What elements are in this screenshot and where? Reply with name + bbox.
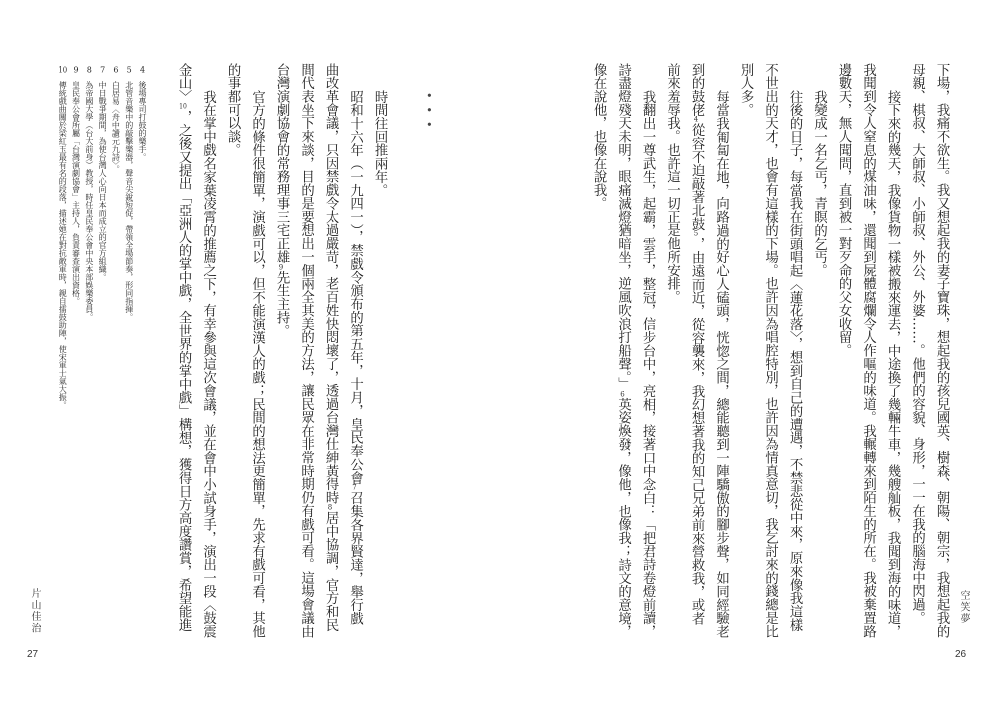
footnotes (56, 66, 149, 486)
text-column (220, 63, 245, 643)
text-run: 居中協調，官方和民 (323, 511, 338, 632)
footnote (109, 66, 122, 486)
footnote-ref: 7 (352, 484, 357, 492)
text-run: 母親、棋叔、大師叔、小師叔、外公、外婆……。他們的容貌、身形，一一在我的腦海中閃過。 (909, 63, 925, 625)
text-column (757, 63, 782, 643)
text-run: 邊數天，無人聞問，直到被一對歹命的父女收留。 (836, 63, 851, 358)
footnote-ref: 6 (620, 390, 625, 398)
text-column (367, 63, 392, 643)
text-run: 召集各界賢達，舉行戲 (347, 491, 363, 625)
footnote-text: 中日戰爭期間，為使台灣人心向日本而成立的官方組織。 (98, 81, 108, 282)
footnote (136, 66, 149, 486)
text-run: 先生主持。 (274, 270, 289, 338)
footnote-ref: 4 (693, 116, 699, 124)
footnote-ref: 10 (179, 103, 187, 111)
text-run: 前來羞辱我。也許這一切正是他所安排。 (664, 63, 680, 304)
text-column (782, 63, 807, 643)
text-run: 從容不迫敲著北鼓 (689, 123, 704, 231)
text-run: 台灣演劇協會的常務理事三宅正雄 (274, 63, 289, 264)
page-number-right: 26 (955, 649, 967, 660)
text-column (318, 63, 343, 643)
running-head-book-title: 空笑夢 (958, 590, 969, 625)
text-column (171, 63, 196, 643)
text-column (684, 63, 709, 643)
section-break-dots: ••• (422, 91, 435, 136)
text-run: 英姿煥發，像他，也像我；詩文的意境， (615, 397, 631, 639)
text-run: 接下來的幾天，我像貨物一樣被搬來運去，中途換了幾輛牛車，幾艘舢板，我聞到海的味道， (885, 89, 900, 638)
text-column (269, 63, 294, 643)
text-column (659, 63, 684, 643)
text-run: 詩盡燈殘天未明，眼痛滅燈猶暗坐，逆風吹浪打船聲。」 (615, 63, 631, 391)
text-run: 不世出的天才，也會有這樣的下場。也許因為唱腔特別，也許因為情真意切，我乞討來的錢總是比 (762, 63, 778, 638)
footnote (69, 66, 82, 486)
right-page-body (586, 63, 954, 643)
footnote (122, 66, 135, 486)
footnote-text: 北管音樂中的敲擊樂器，聲音尖銳短促，帶領全場節奏，形同指揮。 (124, 81, 134, 322)
text-column (586, 63, 611, 643)
text-column (880, 63, 905, 643)
footnote-number: 4 (139, 66, 146, 74)
text-run: 曲改革會議，只因禁戲令太過嚴苛，老百姓快悶壞了，透過台灣仕紳黃得時 (323, 63, 338, 505)
text-column (929, 63, 954, 643)
text-run: 別人多。 (738, 63, 753, 117)
text-run: 每當我匍匐在地，向路過的好心人磕頭，恍惚之間，總能聽到一陣驕傲的腳步聲，如同經驗老 (713, 89, 729, 638)
footnote-number: 8 (86, 66, 92, 74)
footnote-text: 後場專司打鼓的樂手。 (138, 81, 147, 162)
text-column (293, 63, 318, 643)
text-run: 我聞到令人窒息的煤油味，還聞到屍體腐爛令人作嘔的味道。我輾轉來到陌生的所在。我被棄置路 (860, 63, 876, 638)
text-column (855, 63, 880, 643)
text-run: 到的鼓佬 (689, 63, 704, 117)
page-number-left: 27 (27, 649, 39, 660)
text-run: ，之後又提出「亞洲人的掌中戲，全世界的掌中戲」構想，獲得日方高度讚賞，希望能進 (176, 110, 191, 632)
text-run: 下場，我痛不欲生。我又想起我的妻子寶珠，想起我的孩兒國英、樹森、朝陽、朝宗，我想起我的 (934, 63, 949, 638)
footnote-number: 7 (100, 66, 106, 74)
text-column (635, 63, 660, 643)
text-run: 像在說他，也像在說我。 (591, 63, 606, 211)
text-run: 時間往回推兩年。 (372, 89, 387, 197)
text-column (904, 63, 929, 643)
footnote-number: 5 (126, 66, 132, 74)
text-run: 我翻出一尊武生，起霸，雲手，整冠，信步台中，亮相，接著口中念白：「把君詩卷燈前讀， (640, 89, 655, 638)
text-run: 間代表坐下來談，目的是要想出一個兩全其美的方法，讓民眾在非常時期仍有戲可看。這場會議由 (298, 63, 314, 638)
left-page-body (171, 63, 441, 643)
footnote-ref: 5 (693, 230, 699, 238)
text-column (244, 63, 269, 643)
text-column (195, 63, 220, 643)
footnote-number: 10 (58, 66, 68, 74)
text-run: 我變成一名乞丐，青瞑的乞丐。 (811, 89, 827, 277)
text-column (610, 63, 635, 643)
footnote (83, 66, 96, 486)
blank-column (391, 63, 416, 643)
footnote-text: 傳統戲曲關於梁紅玉最有名的段落，描述她在對抗敵軍時，親自擂鼓助陣，使宋軍士氣大振。 (58, 81, 68, 410)
text-column (342, 63, 367, 643)
footnote (96, 66, 109, 486)
text-run: 官方的條件很簡單，演戲可以，但不能演漢人的戲；民間的想法更簡單，先求有戲可看，其他 (249, 89, 265, 638)
footnote-text: 皇民奉公會所屬「台灣演劇協會」主持人，負責審查演出資格。 (71, 81, 81, 306)
footnote-number: 9 (73, 66, 79, 74)
footnote-number: 6 (113, 66, 119, 74)
text-run: ，由遠而近，從容襲來，我幻想著我的知己兄弟前來營救我，或者 (689, 237, 704, 626)
text-column (708, 63, 733, 643)
text-run: 的事都可以談。 (225, 63, 240, 157)
footnote-text: 為帝國大學（台大前身）教授，時任皇民奉公會中央本部娛樂委員。 (84, 81, 94, 322)
text-column (831, 63, 856, 643)
text-run: 金山〉 (176, 63, 191, 104)
text-column (733, 63, 758, 643)
running-head-chapter-title: 片山佳治 (29, 588, 40, 634)
footnote-text: 白居易〈舟中讀元九詩〉。 (111, 81, 121, 174)
text-run: 往後的日子，每當我在街頭唱起〈蓮花落〉，想到自己的遭遇，不禁悲從中來，原來像我這樣 (787, 89, 802, 632)
text-run: 我在掌中戲名家葉凌霄的推薦之下，有幸參與這次會議，並在會中小試身手，演出一段〈鼓震 (200, 89, 216, 638)
footnote-ref: 9 (278, 263, 284, 271)
footnote (56, 66, 69, 486)
footnote-ref: 8 (327, 504, 333, 512)
text-run: 昭和十六年（一九四一），禁戲令頒布的第五年，十月，皇民奉公會 (347, 89, 363, 485)
text-column (806, 63, 831, 643)
